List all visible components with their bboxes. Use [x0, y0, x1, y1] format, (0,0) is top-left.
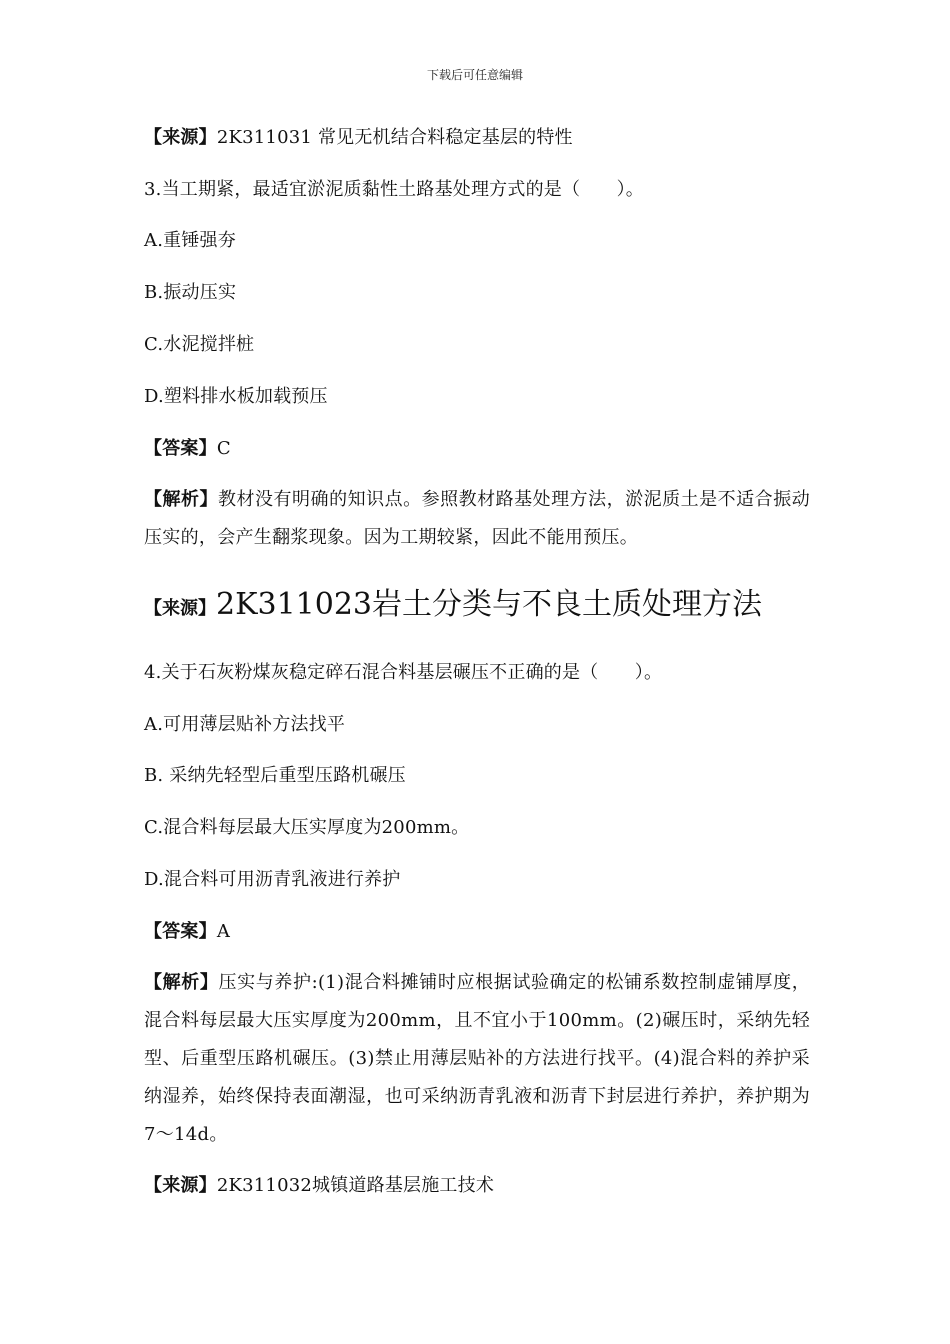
analysis-label: 【解析】 [144, 489, 219, 510]
question-4-analysis [144, 964, 810, 1154]
question-3-answer [144, 438, 231, 460]
answer-value: A [216, 921, 231, 942]
question-3-option-a: A.重锤强夯 [144, 230, 236, 251]
page-header: 下载后可任意编辑 [426, 68, 523, 82]
question-4-stem: 4.关于石灰粉煤灰稳定碎石混合料基层碾压不正确的是（ ）。 [144, 662, 663, 683]
answer-value: C [216, 438, 231, 459]
question-4-option-a: A.可用薄层贴补方法找平 [144, 714, 346, 735]
source-line-3 [144, 1175, 494, 1197]
source-line-2 [144, 585, 762, 625]
question-4-option-d: D.混合料可用沥青乳液进行养护 [144, 869, 401, 890]
analysis-label: 【解析】 [144, 972, 219, 993]
question-3-option-c: C.水泥搅拌桩 [144, 334, 255, 355]
source-label: 【来源】 [144, 598, 216, 619]
question-4-answer [144, 921, 230, 943]
source-line-1 [144, 127, 573, 149]
question-3-stem: 3.当工期紧，最适宜淤泥质黏性土路基处理方式的是（ ）。 [144, 179, 644, 200]
analysis-text: 压实与养护:(1)混合料摊铺时应根据试验确定的松铺系数控制虚铺厚度，混合料每层最大压实厚度为200mm，且不宜小于100mm。(2)碾压时，采纳先轻型、后重型压路机碾压。(3)禁止用薄层贴补的方法进行找平。(4)混合料的养护采纳湿养，始终保持表面潮湿，也可采纳沥青乳液和沥青下封层进行养护，养护期为7～14d。 [144, 972, 810, 1145]
question-4-option-b: B. 采纳先轻型后重型压路机碾压 [144, 765, 406, 786]
source-text: 2K311031 常见无机结合料稳定基层的特性 [216, 127, 573, 148]
question-4-option-c: C.混合料每层最大压实厚度为200mm。 [144, 817, 470, 838]
source-text: 2K311032城镇道路基层施工技术 [216, 1175, 495, 1196]
analysis-text: 教材没有明确的知识点。参照教材路基处理方法，淤泥质土是不适合振动压实的，会产生翻浆现象。因为工期较紧，因此不能用预压。 [144, 489, 810, 548]
question-3-option-d: D.塑料排水板加载预压 [144, 386, 328, 407]
answer-label: 【答案】 [144, 438, 217, 459]
source-label: 【来源】 [144, 127, 217, 148]
answer-label: 【答案】 [144, 921, 217, 942]
source-text-large: 2K311023岩土分类与不良土质处理方法 [216, 587, 763, 622]
question-3-option-b: B.振动压实 [144, 282, 237, 303]
question-3-analysis [144, 481, 810, 557]
source-label: 【来源】 [144, 1175, 217, 1196]
